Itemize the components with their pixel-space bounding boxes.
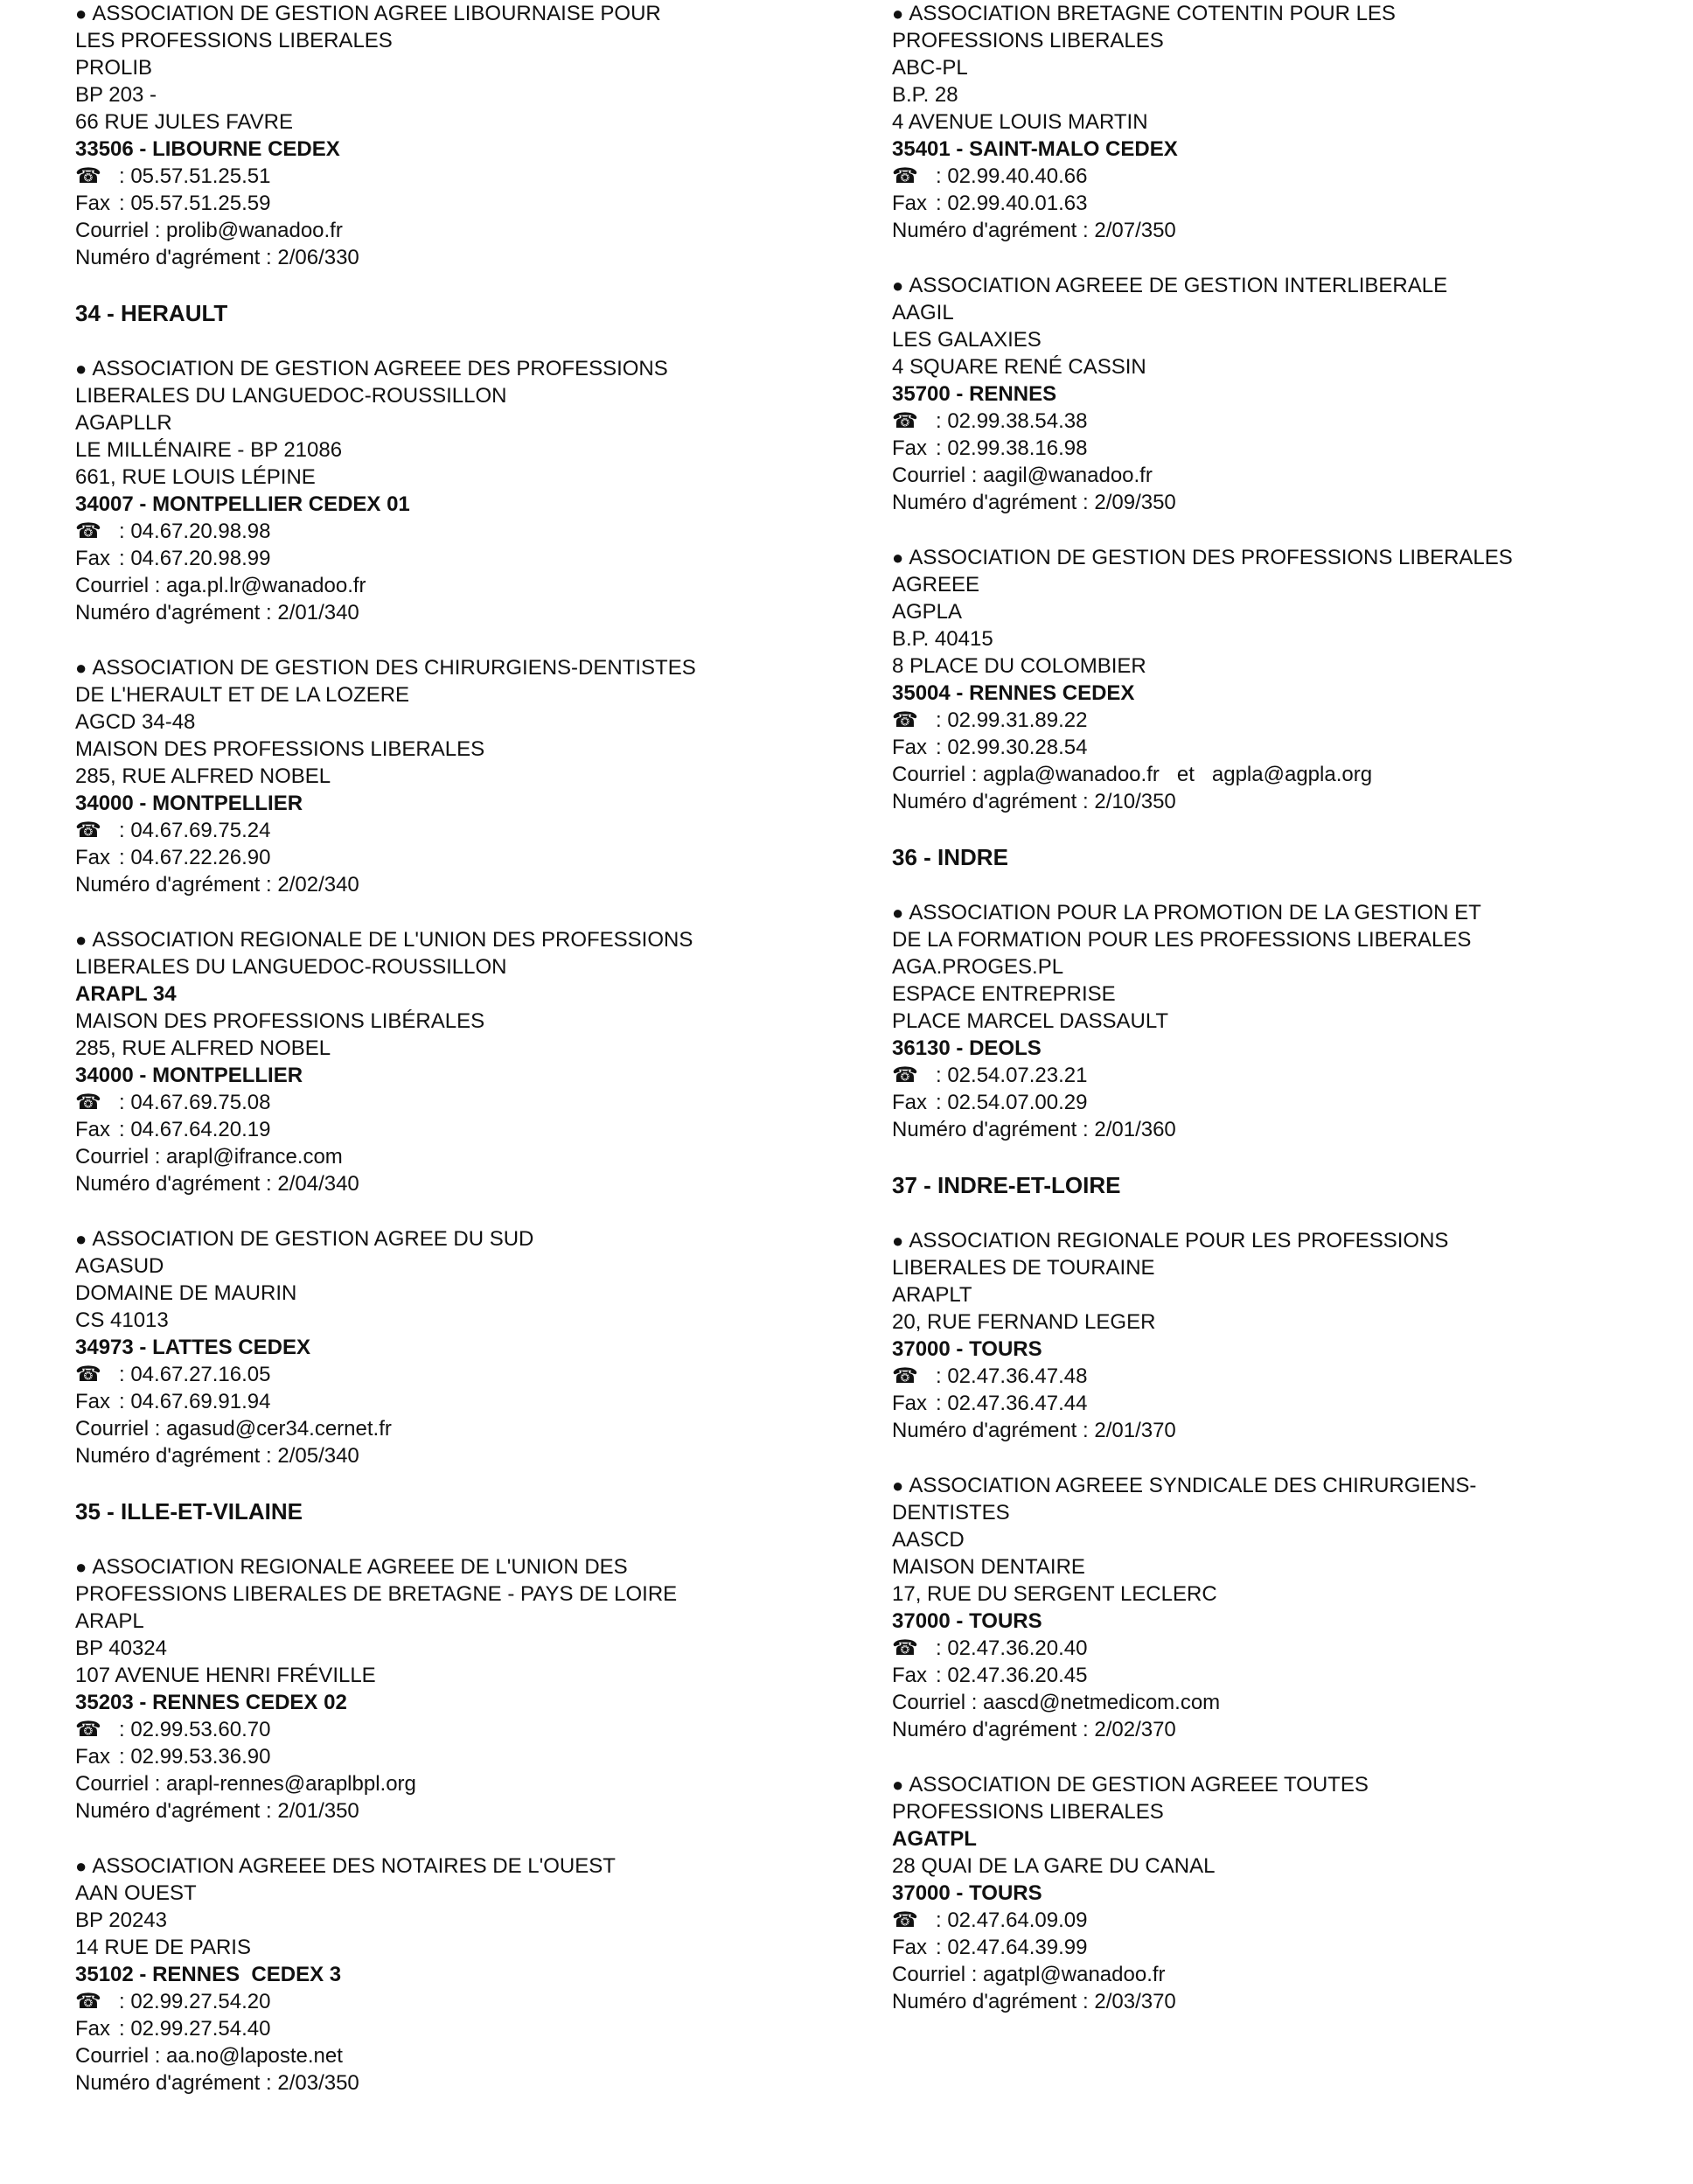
- fax-line: [892, 734, 1644, 761]
- entry-line: Courriel : aascd@netmedicom.com: [892, 1691, 1221, 1714]
- entry-line: 661, RUE LOUIS LÉPINE: [75, 465, 316, 489]
- entry-line: 107 AVENUE HENRI FRÉVILLE: [75, 1664, 376, 1687]
- entry-line: 66 RUE JULES FAVRE: [75, 110, 293, 134]
- bullet-icon: ●: [892, 902, 909, 924]
- bullet-icon: ●: [75, 929, 93, 951]
- fax-line: [75, 545, 827, 572]
- entry-line: 17, RUE DU SERGENT LECLERC: [892, 1582, 1217, 1606]
- association-name-text: ASSOCIATION REGIONALE POUR LES PROFESSIONS: [909, 1229, 1449, 1252]
- fax-label: Fax: [892, 736, 928, 759]
- association-entry: [75, 0, 827, 271]
- association-name-text: ASSOCIATION AGREEE SYNDICALE DES CHIRURGIENS-: [909, 1474, 1477, 1497]
- fax-label: Fax: [892, 436, 928, 460]
- entry-line: BP 20243: [75, 1908, 167, 1932]
- phone-line: [892, 163, 1644, 190]
- association-name-text: ASSOCIATION AGREEE DES NOTAIRES DE L'OUEST: [92, 1854, 616, 1878]
- association-name-text: ASSOCIATION REGIONALE DE L'UNION DES PROFESSIONS: [92, 928, 693, 952]
- entry-line: PROLIB: [75, 56, 153, 80]
- section-heading: 35 - ILLE-ET-VILAINE: [75, 1498, 303, 1525]
- entry-line: LE MILLÉNAIRE - BP 21086: [75, 438, 343, 462]
- section-heading: 37 - INDRE-ET-LOIRE: [892, 1172, 1121, 1198]
- fax-number: : 04.67.22.26.90: [119, 846, 271, 869]
- fax-line: [75, 2015, 827, 2042]
- fax-line: [75, 1388, 827, 1415]
- bullet-icon: ●: [892, 1475, 909, 1497]
- right-column: [892, 0, 1644, 2043]
- association-entry: [892, 272, 1644, 516]
- entry-line: Courriel : aa.no@laposte.net: [75, 2044, 343, 2068]
- association-name-line: [75, 1225, 827, 1252]
- fax-line: [75, 844, 827, 871]
- association-name-text: ASSOCIATION POUR LA PROMOTION DE LA GESTION ET: [909, 901, 1481, 925]
- association-entry: [892, 544, 1644, 815]
- association-entry: [75, 1853, 827, 2097]
- entry-line: Numéro d'agrément : 2/05/340: [75, 1444, 359, 1468]
- entry-line: Numéro d'agrément : 2/03/350: [75, 2071, 359, 2095]
- phone-icon: ☎: [892, 1636, 918, 1660]
- entry-line: Numéro d'agrément : 2/07/350: [892, 219, 1176, 242]
- association-name-line: [892, 1472, 1644, 1499]
- phone-number: : 02.54.07.23.21: [936, 1064, 1088, 1087]
- entry-line: Numéro d'agrément : 2/01/370: [892, 1419, 1176, 1442]
- phone-number: : 02.99.27.54.20: [119, 1990, 271, 2013]
- entry-line-bold: 34000 - MONTPELLIER: [75, 1064, 303, 1087]
- entry-line: PROFESSIONS LIBERALES: [892, 29, 1164, 52]
- entry-line: CS 41013: [75, 1308, 169, 1332]
- phone-number: : 04.67.20.98.98: [119, 520, 271, 543]
- entry-line: AGASUD: [75, 1254, 164, 1278]
- phone-number: : 02.47.64.09.09: [936, 1908, 1088, 1932]
- association-name-line: [75, 654, 827, 681]
- entry-line: Numéro d'agrément : 2/01/340: [75, 601, 359, 624]
- left-column: [75, 0, 827, 2125]
- entry-line: AGREEE: [892, 573, 980, 597]
- association-entry: [892, 0, 1644, 244]
- entry-line: MAISON DENTAIRE: [892, 1555, 1085, 1579]
- phone-line: [75, 817, 827, 844]
- association-entry: [75, 1225, 827, 1469]
- entry-line: Numéro d'agrément : 2/10/350: [892, 790, 1176, 813]
- entry-line: PLACE MARCEL DASSAULT: [892, 1009, 1169, 1033]
- association-name-text: ASSOCIATION AGREEE DE GESTION INTERLIBERALE: [909, 274, 1448, 297]
- entry-line-bold: 37000 - TOURS: [892, 1609, 1042, 1633]
- entry-line: AAN OUEST: [75, 1881, 197, 1905]
- bullet-icon: ●: [75, 657, 93, 679]
- phone-line: [75, 1361, 827, 1388]
- entry-line: Numéro d'agrément : 2/03/370: [892, 1990, 1176, 2013]
- entry-line: Courriel : agpla@wanadoo.fr et agpla@agpla.org: [892, 763, 1373, 786]
- fax-line: [892, 435, 1644, 462]
- fax-label: Fax: [892, 192, 928, 215]
- fax-label: Fax: [75, 1118, 111, 1141]
- entry-line: AGA.PROGES.PL: [892, 955, 1064, 979]
- entry-line: Numéro d'agrément : 2/01/350: [75, 1799, 359, 1823]
- entry-line: Courriel : agasud@cer34.cernet.fr: [75, 1417, 392, 1441]
- entry-line: AGAPLLR: [75, 411, 172, 435]
- fax-label: Fax: [75, 2017, 111, 2041]
- fax-number: : 05.57.51.25.59: [119, 192, 271, 215]
- phone-line: [75, 518, 827, 545]
- fax-number: : 02.99.53.36.90: [119, 1745, 271, 1769]
- phone-number: : 02.99.38.54.38: [936, 409, 1088, 433]
- association-name-line: [892, 1227, 1644, 1254]
- fax-label: Fax: [75, 846, 111, 869]
- section-heading: 34 - HERAULT: [75, 300, 228, 326]
- bullet-icon: ●: [75, 1855, 93, 1877]
- entry-line-bold: 36130 - DEOLS: [892, 1036, 1042, 1060]
- entry-line: 8 PLACE DU COLOMBIER: [892, 654, 1146, 678]
- association-name-line: [75, 0, 827, 27]
- entry-line: AASCD: [892, 1528, 965, 1552]
- phone-number: : 02.99.31.89.22: [936, 708, 1088, 732]
- entry-line: Courriel : prolib@wanadoo.fr: [75, 219, 343, 242]
- phone-number: : 02.47.36.47.48: [936, 1364, 1088, 1388]
- entry-line-bold: ARAPL 34: [75, 982, 177, 1006]
- entry-line: 4 SQUARE RENÉ CASSIN: [892, 355, 1146, 379]
- entry-line: Numéro d'agrément : 2/02/340: [75, 873, 359, 897]
- entry-line-bold: 34973 - LATTES CEDEX: [75, 1336, 310, 1359]
- entry-line: ESPACE ENTREPRISE: [892, 982, 1116, 1006]
- fax-number: : 04.67.64.20.19: [119, 1118, 271, 1141]
- phone-line: [892, 1062, 1644, 1089]
- fax-label: Fax: [75, 547, 111, 570]
- entry-line: BP 40324: [75, 1636, 167, 1660]
- bullet-icon: ●: [892, 547, 909, 569]
- phone-icon: ☎: [75, 1363, 101, 1386]
- entry-line: LIBERALES DU LANGUEDOC-ROUSSILLON: [75, 955, 507, 979]
- fax-line: [892, 190, 1644, 217]
- association-name-text: ASSOCIATION DE GESTION DES CHIRURGIENS-DENTISTES: [92, 656, 696, 680]
- phone-line: [75, 1988, 827, 2015]
- entry-line: 285, RUE ALFRED NOBEL: [75, 764, 331, 788]
- association-entry: [892, 1771, 1644, 2015]
- phone-icon: ☎: [75, 1990, 101, 2013]
- bullet-icon: ●: [75, 358, 93, 380]
- entry-line-bold: 35203 - RENNES CEDEX 02: [75, 1691, 347, 1714]
- bullet-icon: ●: [892, 3, 909, 24]
- entry-line: ARAPL: [75, 1609, 144, 1633]
- phone-line: [892, 1635, 1644, 1662]
- association-name-text: ASSOCIATION DE GESTION AGREE LIBOURNAISE POUR: [92, 2, 661, 25]
- association-name-text: ASSOCIATION BRETAGNE COTENTIN POUR LES: [909, 2, 1396, 25]
- phone-icon: ☎: [75, 520, 101, 543]
- bullet-icon: ●: [75, 3, 93, 24]
- entry-line: 20, RUE FERNAND LEGER: [892, 1310, 1156, 1334]
- fax-line: [75, 190, 827, 217]
- entry-line: Numéro d'agrément : 2/04/340: [75, 1172, 359, 1196]
- entry-line-bold: 35700 - RENNES: [892, 382, 1057, 406]
- phone-number: : 04.67.69.75.08: [119, 1091, 271, 1114]
- entry-line: 285, RUE ALFRED NOBEL: [75, 1036, 331, 1060]
- association-name-line: [892, 544, 1644, 571]
- phone-icon: ☎: [75, 164, 101, 188]
- phone-icon: ☎: [892, 1064, 918, 1087]
- entry-line: Numéro d'agrément : 2/09/350: [892, 491, 1176, 514]
- fax-number: : 02.99.27.54.40: [119, 2017, 271, 2041]
- fax-line: [75, 1116, 827, 1143]
- fax-label: Fax: [892, 1664, 928, 1687]
- entry-line-bold: 34007 - MONTPELLIER CEDEX 01: [75, 492, 410, 516]
- phone-number: : 02.47.36.20.40: [936, 1636, 1088, 1660]
- entry-line: Courriel : aga.pl.lr@wanadoo.fr: [75, 574, 366, 597]
- association-entry: [75, 355, 827, 626]
- phone-icon: ☎: [75, 819, 101, 842]
- fax-number: : 02.47.36.47.44: [936, 1392, 1088, 1415]
- phone-icon: ☎: [892, 409, 918, 433]
- fax-label: Fax: [75, 1745, 111, 1769]
- association-name-line: [892, 899, 1644, 926]
- fax-number: : 02.47.36.20.45: [936, 1664, 1088, 1687]
- phone-line: [892, 1363, 1644, 1390]
- entry-line: MAISON DES PROFESSIONS LIBERALES: [75, 737, 485, 761]
- entry-line: DE LA FORMATION POUR LES PROFESSIONS LIBERALES: [892, 928, 1472, 952]
- entry-line-bold: 35102 - RENNES CEDEX 3: [75, 1963, 342, 1986]
- fax-label: Fax: [892, 1091, 928, 1114]
- entry-line: AAGIL: [892, 301, 954, 324]
- entry-line: MAISON DES PROFESSIONS LIBÉRALES: [75, 1009, 485, 1033]
- fax-label: Fax: [892, 1936, 928, 1959]
- entry-line: DOMAINE DE MAURIN: [75, 1281, 297, 1305]
- association-entry: [75, 1553, 827, 1825]
- fax-number: : 04.67.20.98.99: [119, 547, 271, 570]
- phone-icon: ☎: [892, 708, 918, 732]
- association-name-text: ASSOCIATION DE GESTION AGREEE TOUTES: [909, 1773, 1369, 1797]
- phone-number: : 04.67.69.75.24: [119, 819, 271, 842]
- association-name-text: ASSOCIATION DE GESTION AGREEE DES PROFESSIONS: [92, 357, 668, 380]
- bullet-icon: ●: [75, 1556, 93, 1578]
- fax-line: [892, 1662, 1644, 1689]
- entry-line: Courriel : arapl-rennes@araplbpl.org: [75, 1772, 416, 1796]
- bullet-icon: ●: [892, 1230, 909, 1252]
- association-name-text: ASSOCIATION DE GESTION DES PROFESSIONS LIBERALES: [909, 546, 1513, 569]
- entry-line: LIBERALES DU LANGUEDOC-ROUSSILLON: [75, 384, 507, 408]
- phone-number: : 02.99.40.40.66: [936, 164, 1088, 188]
- entry-line: LES PROFESSIONS LIBERALES: [75, 29, 393, 52]
- association-entry: [892, 1472, 1644, 1743]
- entry-line: B.P. 28: [892, 83, 958, 107]
- phone-icon: ☎: [892, 1364, 918, 1388]
- entry-line-bold: 35004 - RENNES CEDEX: [892, 681, 1135, 705]
- entry-line-bold: AGATPL: [892, 1827, 977, 1851]
- entry-line: Courriel : arapl@ifrance.com: [75, 1145, 343, 1169]
- fax-label: Fax: [75, 1390, 111, 1413]
- fax-line: [75, 1743, 827, 1770]
- entry-line: LES GALAXIES: [892, 328, 1042, 352]
- entry-line: BP 203 -: [75, 83, 157, 107]
- entry-line-bold: 33506 - LIBOURNE CEDEX: [75, 137, 340, 161]
- phone-line: [75, 1716, 827, 1743]
- association-entry: [75, 926, 827, 1197]
- entry-line: PROFESSIONS LIBERALES DE BRETAGNE - PAYS DE LOIRE: [75, 1582, 678, 1606]
- entry-line: DENTISTES: [892, 1501, 1010, 1525]
- fax-label: Fax: [892, 1392, 928, 1415]
- fax-number: : 02.47.64.39.99: [936, 1936, 1088, 1959]
- association-name-line: [892, 1771, 1644, 1798]
- phone-icon: ☎: [75, 1718, 101, 1741]
- phone-number: : 04.67.27.16.05: [119, 1363, 271, 1386]
- fax-number: : 02.99.40.01.63: [936, 192, 1088, 215]
- association-name-line: [892, 0, 1644, 27]
- entry-line: 28 QUAI DE LA GARE DU CANAL: [892, 1854, 1216, 1878]
- entry-line: B.P. 40415: [892, 627, 993, 651]
- fax-line: [892, 1390, 1644, 1417]
- entry-line: Numéro d'agrément : 2/01/360: [892, 1118, 1176, 1141]
- entry-line: Numéro d'agrément : 2/02/370: [892, 1718, 1176, 1741]
- association-name-line: [75, 926, 827, 953]
- entry-line: 14 RUE DE PARIS: [75, 1936, 251, 1959]
- association-entry: [892, 899, 1644, 1143]
- bullet-icon: ●: [892, 1774, 909, 1796]
- association-name-line: [75, 1853, 827, 1880]
- phone-icon: ☎: [892, 164, 918, 188]
- entry-line: 4 AVENUE LOUIS MARTIN: [892, 110, 1148, 134]
- phone-line: [892, 1907, 1644, 1934]
- entry-line-bold: 37000 - TOURS: [892, 1881, 1042, 1905]
- phone-line: [892, 707, 1644, 734]
- association-entry: [75, 654, 827, 898]
- entry-line: AGCD 34-48: [75, 710, 196, 734]
- entry-line: LIBERALES DE TOURAINE: [892, 1256, 1155, 1280]
- section-heading: 36 - INDRE: [892, 844, 1008, 870]
- fax-number: : 02.99.30.28.54: [936, 736, 1088, 759]
- phone-number: : 02.99.53.60.70: [119, 1718, 271, 1741]
- phone-icon: ☎: [892, 1908, 918, 1932]
- fax-number: : 02.99.38.16.98: [936, 436, 1088, 460]
- phone-line: [75, 163, 827, 190]
- fax-line: [892, 1934, 1644, 1961]
- entry-line: ABC-PL: [892, 56, 968, 80]
- fax-label: Fax: [75, 192, 111, 215]
- association-name-text: ASSOCIATION DE GESTION AGREE DU SUD: [92, 1227, 534, 1251]
- bullet-icon: ●: [892, 275, 909, 297]
- phone-line: [75, 1089, 827, 1116]
- entry-line: ARAPLT: [892, 1283, 972, 1307]
- association-name-line: [892, 272, 1644, 299]
- association-name-line: [75, 1553, 827, 1580]
- entry-line: PROFESSIONS LIBERALES: [892, 1800, 1164, 1824]
- entry-line-bold: 34000 - MONTPELLIER: [75, 792, 303, 815]
- phone-number: : 05.57.51.25.51: [119, 164, 271, 188]
- entry-line: AGPLA: [892, 600, 963, 624]
- association-name-text: ASSOCIATION REGIONALE AGREEE DE L'UNION DES: [92, 1555, 628, 1579]
- association-entry: [892, 1227, 1644, 1444]
- entry-line: Courriel : aagil@wanadoo.fr: [892, 464, 1153, 487]
- bullet-icon: ●: [75, 1228, 93, 1250]
- entry-line: Numéro d'agrément : 2/06/330: [75, 246, 359, 269]
- fax-number: : 02.54.07.00.29: [936, 1091, 1088, 1114]
- fax-number: : 04.67.69.91.94: [119, 1390, 271, 1413]
- entry-line: DE L'HERAULT ET DE LA LOZERE: [75, 683, 410, 707]
- entry-line-bold: 35401 - SAINT-MALO CEDEX: [892, 137, 1178, 161]
- entry-line-bold: 37000 - TOURS: [892, 1337, 1042, 1361]
- phone-line: [892, 408, 1644, 435]
- phone-icon: ☎: [75, 1091, 101, 1114]
- entry-line: Courriel : agatpl@wanadoo.fr: [892, 1963, 1166, 1986]
- fax-line: [892, 1089, 1644, 1116]
- association-name-line: [75, 355, 827, 382]
